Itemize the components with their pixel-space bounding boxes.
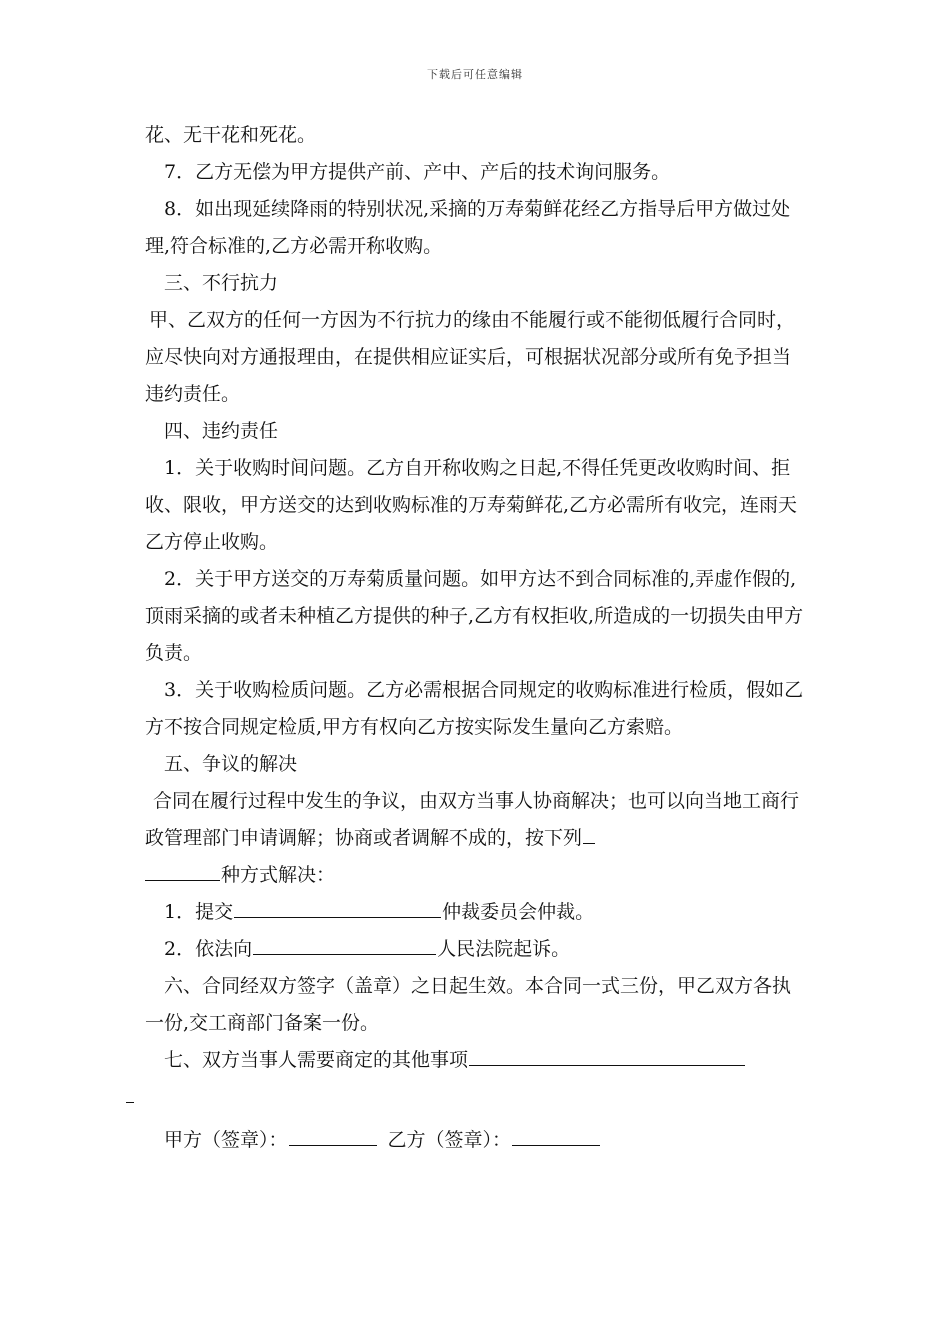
signature-row: [145, 1122, 805, 1159]
party-a-sign-label: 甲方（签章）：: [164, 1129, 288, 1151]
section-heading-breach: 四、违约责任: [164, 420, 279, 442]
paragraph-court: [145, 931, 805, 968]
paragraph-breach-3: 3．关于收购检质问题。乙方必需根据合同规定的收购标准进行检质，假如乙方不按合同规定检质,甲方有权向乙方按实际发生量向乙方索赔。: [145, 679, 804, 738]
paragraph-breach-2: 2．关于甲方送交的万寿菊质量问题。如甲方达不到合同标准的,弄虚作假的,顶雨采摘的或者未种植乙方提供的种子,乙方有权拒收,所造成的一切损失由甲方负责。: [145, 568, 804, 664]
arbitration-label: 1．提交: [164, 901, 234, 923]
arbitration-tail: 仲裁委员会仲裁。: [442, 901, 595, 923]
paragraph-clause-7: 7．乙方无偿为甲方提供产前、产中、产后的技术询问服务。: [164, 161, 671, 183]
paragraph-other-matters: [145, 1042, 805, 1116]
paragraph-flower-standard-tail: 花、无干花和死花。: [145, 124, 317, 146]
other-matters-label: 七、双方当事人需要商定的其他事项: [164, 1049, 469, 1071]
blank-line-arbitration-committee: [234, 894, 441, 918]
paragraph-clause-8: 8．如出现延续降雨的特别状况,采摘的万寿菊鲜花经乙方指导后甲方做过处理,符合标准的,乙方必需开称收购。: [145, 198, 791, 257]
dispute-text-tail: 种方式解决：: [221, 864, 336, 886]
blank-line-other-matters: [469, 1042, 745, 1066]
party-a-sign-blank: [289, 1122, 377, 1146]
dispute-text: 合同在履行过程中发生的争议，由双方当事人协商解决；也可以向当地工商行政管理部门申请调解；协商或者调解不成的，按下列: [145, 790, 800, 849]
section-heading-force-majeure: 三、不行抗力: [164, 272, 279, 294]
paragraph-force-majeure: 甲、乙双方的任何一方因为不行抗力的缘由不能履行或不能彻低履行合同时，应尽快向对方通报理由，在提供相应证实后，可根据状况部分或所有免予担当违约责任。: [145, 309, 796, 405]
court-label: 2．依法向: [164, 938, 253, 960]
page-header-note: 下载后可任意编辑: [427, 68, 523, 81]
blank-line-method-count: [145, 857, 220, 881]
paragraph-breach-1: 1．关于收购时间问题。乙方自开称收购之日起,不得任凭更改收购时间、拒收、限收，甲方送交的达到收购标准的万寿菊鲜花,乙方必需所有收完，连雨天乙方停止收购。: [145, 457, 798, 553]
party-b-sign-label: 乙方（签章）：: [387, 1129, 512, 1151]
blank-line-court: [253, 931, 436, 955]
blank-line-other-matters-cont: [126, 1079, 134, 1103]
court-tail: 人民法院起诉。: [437, 938, 571, 960]
paragraph-arbitration: [145, 894, 805, 931]
blank-line-short: [583, 820, 595, 844]
party-b-sign-blank: [512, 1122, 600, 1146]
paragraph-dispute: [145, 783, 805, 894]
paragraph-effective: 六、合同经双方签字（盖章）之日起生效。本合同一式三份，甲乙双方各执一份,交工商部门备案一份。: [145, 975, 792, 1034]
section-heading-dispute: 五、争议的解决: [164, 753, 298, 775]
contract-body: [145, 117, 805, 1159]
